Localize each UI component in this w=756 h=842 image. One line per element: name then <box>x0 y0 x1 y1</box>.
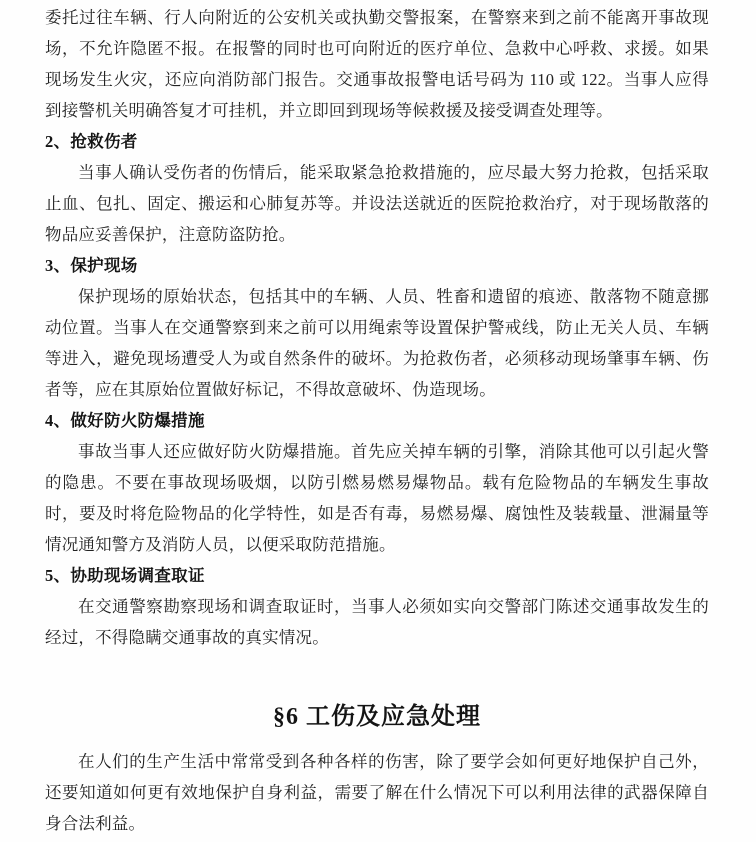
section-heading-assist-investigation: 5、协助现场调查取证 <box>45 566 205 585</box>
chapter-heading-work-injury: §6 工伤及应急处理 <box>273 704 481 730</box>
section-paragraph: 在交通警察勘察现场和调查取证时，当事人必须如实向交警部门陈述交通事故发生的经过，不得隐瞒交通事故的真实情况。 <box>45 597 709 647</box>
section-paragraph: 当事人确认受伤者的伤情后，能采取紧急抢救措施的，应尽最大努力抢救，包括采取止血、包扎、固定、搬运和心肺复苏等。并设法送就近的医院抢救治疗，对于现场散落的物品应妥善保护，注意防盗防抢。 <box>45 163 709 244</box>
section-heading-protect-scene: 3、保护现场 <box>45 256 138 275</box>
chapter-intro-paragraph: 在人们的生产生活中常常受到各种各样的伤害，除了要学会如何更好地保护自己外，还要知道如何更有效地保护自身利益，需要了解在什么情况下可以利用法律的武器保障自身合法利益。 <box>45 752 709 833</box>
intro-continued-paragraph: 委托过往车辆、行人向附近的公安机关或执勤交警报案，在警察来到之前不能离开事故现场，不允许隐匿不报。在报警的同时也可向附近的医疗单位、急救中心呼救、求援。如果现场发生火灾，还应向消防部门报告。交通事故报警电话号码为 110 或 122。当事人应得到接警机关明确答复才可挂机，并立即回到现场等候救援及接受调查处理等。 <box>45 8 709 120</box>
section-paragraph: 保护现场的原始状态，包括其中的车辆、人员、牲畜和遗留的痕迹、散落物不随意挪动位置。当事人在交通警察到来之前可以用绳索等设置保护警戒线，防止无关人员、车辆等进入，避免现场遭受人为或自然条件的破坏。为抢救伤者，必须移动现场肇事车辆、伤者等，应在其原始位置做好标记，不得故意破坏、伪造现场。 <box>45 287 709 399</box>
section-heading-rescue-injured: 2、抢救伤者 <box>45 132 138 151</box>
section-paragraph: 事故当事人还应做好防火防爆措施。首先应关掉车辆的引擎，消除其他可以引起火警的隐患。不要在事故现场吸烟，以防引燃易燃易爆物品。载有危险物品的车辆发生事故时，要及时将危险物品的化学特性，如是否有毒，易燃易爆、腐蚀性及装载量、泄漏量等情况通知警方及消防人员，以便采取防范措施。 <box>45 442 709 554</box>
section-heading-fire-prevention: 4、做好防火防爆措施 <box>45 411 205 430</box>
